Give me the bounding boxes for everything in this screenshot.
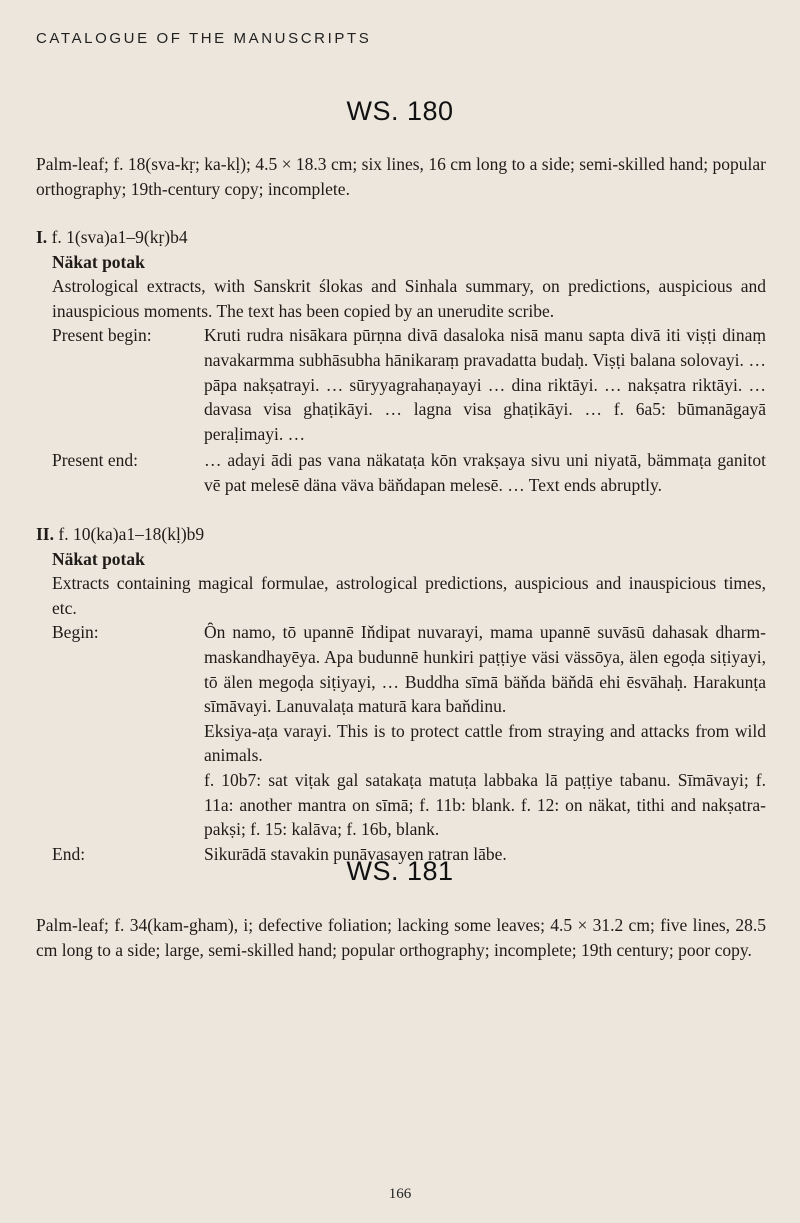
entry-description: Palm-leaf; f. 18(sva-kṛ; ka-kḷ); 4.5 × 18.3 cm; six lines, 16 cm long to a side; semi-skilled hand; popular orthography; 19th-century copy; incomplete. <box>36 154 766 199</box>
section-folios: f. 10(ka)a1–18(kḷ)b9 <box>58 524 205 544</box>
section-1 <box>36 225 766 498</box>
running-head: CATALOGUE OF THE MANUSCRIPTS <box>36 30 372 47</box>
section-description: Astrological extracts, with Sanskrit ślokas and Sinhala summary, on predictions, auspicious and inauspicious moments. The text has been copied by an unerudite scribe. <box>52 276 766 321</box>
row-label: Present end: <box>52 450 139 471</box>
row-label: Present begin: <box>52 325 152 346</box>
row-paragraph: Ȏn namo, tō upannē Iňdipat nuvarayi, mama upannē suvāsū dahasak dharm-maskandhayēya. Apa budunnē hunkiri paṭṭiye väsi vässōya, älen egoḍa siṭiyayi, tō älen megoḍa siṭiyayi, … Buddha sīmā bäňda bäňdā ehi ēsvāhaḥ. Harakunṭa sīmāvayi. Lanuvalaṭa maturā kara baňdinu. <box>204 622 766 717</box>
row-paragraph: Eksiya-aṭa varayi. This is to protect cattle from straying and attacks from wild animals. <box>204 720 766 766</box>
section-numeral: II. <box>36 524 54 544</box>
section-2 <box>36 522 766 866</box>
section-folios: f. 1(sva)a1–9(kṛ)b4 <box>51 227 188 247</box>
row-label: Begin: <box>52 622 99 643</box>
row-body <box>204 323 766 446</box>
row-paragraph: Kruti rudra nisākara pūrṇna divā dasaloka nisā manu sapta divā iti viṣṭi dinaṃ navakarmma subhāsubha hānikaraṃ pravadatta budaḥ. Viṣṭi balana solovayi. … pāpa nakṣatrayi. … sūryyagrahaṇayayi … dina riktāyi. … nakṣatra riktāyi. … davasa visa ghaṭikāyi. … lagna visa ghaṭikāyi. … f. 6a5: būmanāgayā peraḷimayi. … <box>204 325 766 444</box>
row-label: End: <box>52 843 86 864</box>
row-paragraph: Sikurādā stavakin punāvasayen ratran lābe. <box>204 843 507 864</box>
row-paragraph: f. 10b7: sat viṭak gal satakaṭa matuṭa labbaka lā paṭṭiye tabanu. Sīmāvayi; f. 11a: another mantra on sīmā; f. 11b: blank. f. 12: on näkat, tithi and nakṣatra-pakṣi; f. 15: kalāva; f. 16b, blank. <box>204 769 766 840</box>
row-paragraph: … adayi ādi pas vana näkataṭa kōn vrakṣaya sivu uni niyatā, bämmaṭa ganitot vē pat melesē däna väva bäňdapan melesē. … Text ends abruptly. <box>204 450 766 495</box>
entry-heading: WS. 180 <box>346 96 454 126</box>
entry-heading: WS. 181 <box>346 856 454 886</box>
present-begin-row <box>36 323 766 446</box>
section-numeral: I. <box>36 227 48 247</box>
section-header <box>36 522 766 547</box>
section-header <box>36 225 766 250</box>
begin-row <box>36 620 766 841</box>
page-number: 166 <box>388 1186 412 1202</box>
row-body <box>204 448 766 497</box>
section-title: Näkat potak <box>52 251 145 272</box>
entry-description: Palm-leaf; f. 34(kam-gham), i; defective foliation; lacking some leaves; 4.5 × 31.2 cm; five lines, 28.5 cm long to a side; large, semi-skilled hand; popular orthography; incomplete; 19th century; poor copy. <box>36 915 766 960</box>
present-end-row <box>36 448 766 497</box>
section-title: Näkat potak <box>52 548 145 569</box>
section-description: Extracts containing magical formulae, astrological predictions, auspicious and inauspicious times, etc. <box>52 573 766 618</box>
row-body <box>204 620 766 841</box>
